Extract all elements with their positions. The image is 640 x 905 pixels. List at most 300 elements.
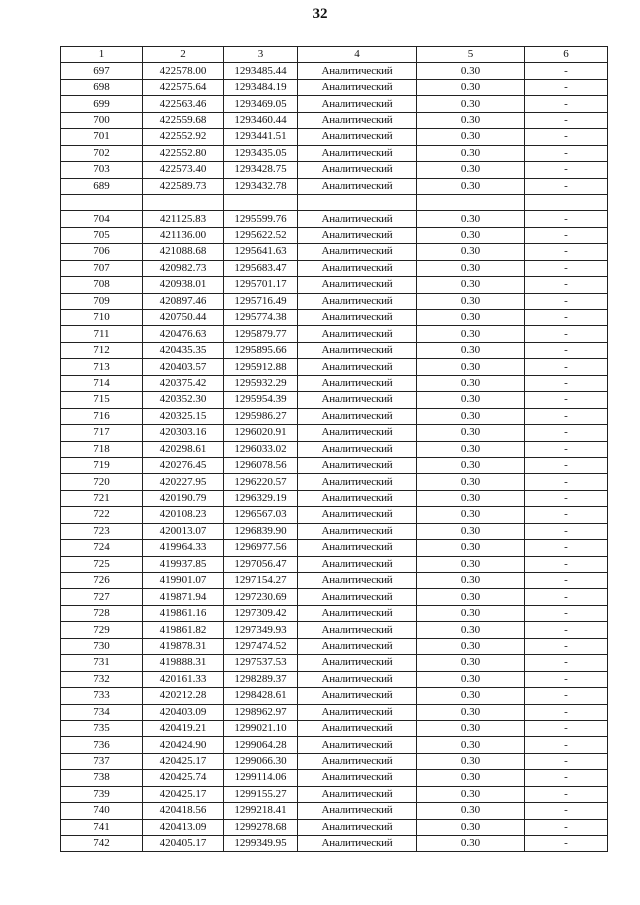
note-cell: - [525, 79, 608, 95]
y-coordinate-cell: 1293460.44 [224, 112, 298, 128]
accuracy-cell: 0.30 [417, 96, 525, 112]
y-coordinate-cell: 1299021.10 [224, 720, 298, 736]
y-coordinate-cell: 1296033.02 [224, 441, 298, 457]
point-number-cell [61, 194, 143, 210]
y-coordinate-cell: 1296839.90 [224, 523, 298, 539]
x-coordinate-cell: 420982.73 [143, 260, 224, 276]
accuracy-cell: 0.30 [417, 79, 525, 95]
accuracy-cell: 0.30 [417, 474, 525, 490]
x-coordinate-cell: 420750.44 [143, 310, 224, 326]
point-number-cell: 734 [61, 704, 143, 720]
table-row [61, 573, 608, 589]
point-number-cell: 714 [61, 375, 143, 391]
method-cell: Аналитический [298, 589, 417, 605]
point-number-cell: 732 [61, 671, 143, 687]
note-cell: - [525, 112, 608, 128]
table-row [61, 803, 608, 819]
note-cell: - [525, 605, 608, 621]
y-coordinate-cell: 1299218.41 [224, 803, 298, 819]
point-number-cell: 728 [61, 605, 143, 621]
note-cell: - [525, 63, 608, 79]
point-number-cell: 689 [61, 178, 143, 194]
y-coordinate-cell: 1296329.19 [224, 490, 298, 506]
note-cell: - [525, 375, 608, 391]
x-coordinate-cell: 420325.15 [143, 408, 224, 424]
y-coordinate-cell: 1297537.53 [224, 655, 298, 671]
accuracy-cell: 0.30 [417, 720, 525, 736]
method-cell: Аналитический [298, 342, 417, 358]
x-coordinate-cell: 420352.30 [143, 392, 224, 408]
method-cell: Аналитический [298, 490, 417, 506]
table-row [61, 79, 608, 95]
accuracy-cell: 0.30 [417, 507, 525, 523]
accuracy-cell: 0.30 [417, 310, 525, 326]
table-header-row [61, 47, 608, 63]
y-coordinate-cell [224, 194, 298, 210]
x-coordinate-cell: 420375.42 [143, 375, 224, 391]
y-coordinate-cell: 1293435.05 [224, 145, 298, 161]
method-cell: Аналитический [298, 227, 417, 243]
y-coordinate-cell: 1297309.42 [224, 605, 298, 621]
y-coordinate-cell: 1295599.76 [224, 211, 298, 227]
method-cell: Аналитический [298, 326, 417, 342]
table-row [61, 342, 608, 358]
note-cell: - [525, 129, 608, 145]
method-cell: Аналитический [298, 112, 417, 128]
accuracy-cell: 0.30 [417, 589, 525, 605]
x-coordinate-cell: 420212.28 [143, 688, 224, 704]
point-number-cell: 718 [61, 441, 143, 457]
point-number-cell: 738 [61, 770, 143, 786]
x-coordinate-cell: 420403.09 [143, 704, 224, 720]
x-coordinate-cell: 420425.17 [143, 786, 224, 802]
table-row [61, 178, 608, 194]
table-row [61, 293, 608, 309]
accuracy-cell: 0.30 [417, 178, 525, 194]
table-row [61, 671, 608, 687]
method-cell: Аналитический [298, 79, 417, 95]
accuracy-cell: 0.30 [417, 770, 525, 786]
note-cell: - [525, 178, 608, 194]
point-number-cell: 707 [61, 260, 143, 276]
method-cell: Аналитический [298, 704, 417, 720]
method-cell: Аналитический [298, 392, 417, 408]
x-coordinate-cell: 420413.09 [143, 819, 224, 835]
note-cell [525, 194, 608, 210]
note-cell: - [525, 293, 608, 309]
note-cell: - [525, 244, 608, 260]
point-number-cell: 716 [61, 408, 143, 424]
x-coordinate-cell: 420424.90 [143, 737, 224, 753]
method-cell: Аналитический [298, 63, 417, 79]
table-row [61, 457, 608, 473]
y-coordinate-cell: 1295622.52 [224, 227, 298, 243]
method-cell: Аналитический [298, 688, 417, 704]
note-cell: - [525, 836, 608, 852]
table-row [61, 704, 608, 720]
point-number-cell: 742 [61, 836, 143, 852]
table-row [61, 622, 608, 638]
y-coordinate-cell: 1295986.27 [224, 408, 298, 424]
x-coordinate-cell: 420476.63 [143, 326, 224, 342]
y-coordinate-cell: 1295683.47 [224, 260, 298, 276]
accuracy-cell [417, 194, 525, 210]
x-coordinate-cell: 422575.64 [143, 79, 224, 95]
table-row [61, 507, 608, 523]
accuracy-cell: 0.30 [417, 819, 525, 835]
point-number-cell: 712 [61, 342, 143, 358]
x-coordinate-cell: 420405.17 [143, 836, 224, 852]
column-header: 5 [417, 47, 525, 63]
point-number-cell: 723 [61, 523, 143, 539]
y-coordinate-cell: 1295912.88 [224, 359, 298, 375]
method-cell: Аналитический [298, 96, 417, 112]
note-cell: - [525, 753, 608, 769]
x-coordinate-cell: 419901.07 [143, 573, 224, 589]
note-cell: - [525, 145, 608, 161]
x-coordinate-cell: 420425.74 [143, 770, 224, 786]
method-cell: Аналитический [298, 819, 417, 835]
y-coordinate-cell: 1299064.28 [224, 737, 298, 753]
method-cell: Аналитический [298, 540, 417, 556]
y-coordinate-cell: 1293485.44 [224, 63, 298, 79]
method-cell: Аналитический [298, 375, 417, 391]
method-cell [298, 194, 417, 210]
column-header: 2 [143, 47, 224, 63]
note-cell: - [525, 638, 608, 654]
table-row [61, 375, 608, 391]
y-coordinate-cell: 1296020.91 [224, 425, 298, 441]
point-number-cell: 721 [61, 490, 143, 506]
table-row [61, 96, 608, 112]
table-row [61, 474, 608, 490]
note-cell: - [525, 474, 608, 490]
table-row [61, 490, 608, 506]
point-number-cell: 731 [61, 655, 143, 671]
y-coordinate-cell: 1298289.37 [224, 671, 298, 687]
note-cell: - [525, 786, 608, 802]
method-cell: Аналитический [298, 129, 417, 145]
method-cell: Аналитический [298, 836, 417, 852]
y-coordinate-cell: 1295932.29 [224, 375, 298, 391]
point-number-cell: 722 [61, 507, 143, 523]
accuracy-cell: 0.30 [417, 556, 525, 572]
note-cell: - [525, 622, 608, 638]
x-coordinate-cell: 420013.07 [143, 523, 224, 539]
x-coordinate-cell: 420403.57 [143, 359, 224, 375]
accuracy-cell: 0.30 [417, 573, 525, 589]
note-cell: - [525, 408, 608, 424]
point-number-cell: 719 [61, 457, 143, 473]
table-row [61, 112, 608, 128]
accuracy-cell: 0.30 [417, 622, 525, 638]
x-coordinate-cell: 422559.68 [143, 112, 224, 128]
accuracy-cell: 0.30 [417, 671, 525, 687]
point-number-cell: 710 [61, 310, 143, 326]
y-coordinate-cell: 1296220.57 [224, 474, 298, 490]
table-row [61, 688, 608, 704]
accuracy-cell: 0.30 [417, 441, 525, 457]
method-cell: Аналитический [298, 211, 417, 227]
y-coordinate-cell: 1297349.93 [224, 622, 298, 638]
x-coordinate-cell: 419871.94 [143, 589, 224, 605]
note-cell: - [525, 392, 608, 408]
column-header: 3 [224, 47, 298, 63]
accuracy-cell: 0.30 [417, 753, 525, 769]
accuracy-cell: 0.30 [417, 277, 525, 293]
point-number-cell: 698 [61, 79, 143, 95]
method-cell: Аналитический [298, 803, 417, 819]
note-cell: - [525, 211, 608, 227]
point-number-cell: 701 [61, 129, 143, 145]
x-coordinate-cell: 420161.33 [143, 671, 224, 687]
table-row [61, 819, 608, 835]
column-header: 1 [61, 47, 143, 63]
note-cell: - [525, 589, 608, 605]
accuracy-cell: 0.30 [417, 244, 525, 260]
page-number: 32 [312, 6, 328, 22]
point-number-cell: 724 [61, 540, 143, 556]
note-cell: - [525, 720, 608, 736]
method-cell: Аналитический [298, 145, 417, 161]
method-cell: Аналитический [298, 605, 417, 621]
point-number-cell: 736 [61, 737, 143, 753]
accuracy-cell: 0.30 [417, 490, 525, 506]
accuracy-cell: 0.30 [417, 523, 525, 539]
x-coordinate-cell: 419937.85 [143, 556, 224, 572]
point-number-cell: 709 [61, 293, 143, 309]
accuracy-cell: 0.30 [417, 655, 525, 671]
method-cell: Аналитический [298, 425, 417, 441]
column-header: 6 [525, 47, 608, 63]
point-number-cell: 699 [61, 96, 143, 112]
accuracy-cell: 0.30 [417, 425, 525, 441]
x-coordinate-cell [143, 194, 224, 210]
note-cell: - [525, 310, 608, 326]
table-row [61, 425, 608, 441]
accuracy-cell: 0.30 [417, 326, 525, 342]
point-number-cell: 735 [61, 720, 143, 736]
x-coordinate-cell: 420298.61 [143, 441, 224, 457]
x-coordinate-cell: 422578.00 [143, 63, 224, 79]
note-cell: - [525, 573, 608, 589]
y-coordinate-cell: 1296567.03 [224, 507, 298, 523]
note-cell: - [525, 688, 608, 704]
accuracy-cell: 0.30 [417, 836, 525, 852]
x-coordinate-cell: 420108.23 [143, 507, 224, 523]
table-row [61, 770, 608, 786]
accuracy-cell: 0.30 [417, 688, 525, 704]
point-number-cell: 729 [61, 622, 143, 638]
note-cell: - [525, 260, 608, 276]
x-coordinate-cell: 422563.46 [143, 96, 224, 112]
note-cell: - [525, 556, 608, 572]
accuracy-cell: 0.30 [417, 359, 525, 375]
table-row [61, 605, 608, 621]
method-cell: Аналитический [298, 573, 417, 589]
method-cell: Аналитический [298, 638, 417, 654]
method-cell: Аналитический [298, 671, 417, 687]
y-coordinate-cell: 1298962.97 [224, 704, 298, 720]
table-row [61, 540, 608, 556]
table-row [61, 310, 608, 326]
accuracy-cell: 0.30 [417, 540, 525, 556]
method-cell: Аналитический [298, 523, 417, 539]
accuracy-cell: 0.30 [417, 392, 525, 408]
accuracy-cell: 0.30 [417, 112, 525, 128]
coordinates-table [60, 46, 608, 852]
method-cell: Аналитический [298, 244, 417, 260]
y-coordinate-cell: 1293469.05 [224, 96, 298, 112]
method-cell: Аналитический [298, 457, 417, 473]
table-row [61, 260, 608, 276]
method-cell: Аналитический [298, 310, 417, 326]
table-row [61, 162, 608, 178]
x-coordinate-cell: 421088.68 [143, 244, 224, 260]
table-row [61, 129, 608, 145]
accuracy-cell: 0.30 [417, 162, 525, 178]
method-cell: Аналитический [298, 474, 417, 490]
table-row [61, 836, 608, 852]
accuracy-cell: 0.30 [417, 227, 525, 243]
table-row [61, 589, 608, 605]
method-cell: Аналитический [298, 556, 417, 572]
point-number-cell: 708 [61, 277, 143, 293]
method-cell: Аналитический [298, 720, 417, 736]
point-number-cell: 730 [61, 638, 143, 654]
x-coordinate-cell: 421136.00 [143, 227, 224, 243]
note-cell: - [525, 342, 608, 358]
y-coordinate-cell: 1296977.56 [224, 540, 298, 556]
point-number-cell: 703 [61, 162, 143, 178]
table-row [61, 326, 608, 342]
note-cell: - [525, 671, 608, 687]
y-coordinate-cell: 1295716.49 [224, 293, 298, 309]
y-coordinate-cell: 1295954.39 [224, 392, 298, 408]
y-coordinate-cell: 1297056.47 [224, 556, 298, 572]
point-number-cell: 720 [61, 474, 143, 490]
x-coordinate-cell: 419861.82 [143, 622, 224, 638]
note-cell: - [525, 326, 608, 342]
accuracy-cell: 0.30 [417, 408, 525, 424]
point-number-cell: 739 [61, 786, 143, 802]
table-row [61, 441, 608, 457]
note-cell: - [525, 457, 608, 473]
table-row [61, 408, 608, 424]
note-cell: - [525, 425, 608, 441]
point-number-cell: 727 [61, 589, 143, 605]
method-cell: Аналитический [298, 622, 417, 638]
point-number-cell: 740 [61, 803, 143, 819]
y-coordinate-cell: 1299278.68 [224, 819, 298, 835]
accuracy-cell: 0.30 [417, 786, 525, 802]
point-number-cell: 717 [61, 425, 143, 441]
table-row [61, 753, 608, 769]
method-cell: Аналитический [298, 770, 417, 786]
y-coordinate-cell: 1293432.78 [224, 178, 298, 194]
y-coordinate-cell: 1295774.38 [224, 310, 298, 326]
method-cell: Аналитический [298, 162, 417, 178]
table-row [61, 720, 608, 736]
method-cell: Аналитический [298, 655, 417, 671]
method-cell: Аналитический [298, 786, 417, 802]
x-coordinate-cell: 420418.56 [143, 803, 224, 819]
x-coordinate-cell: 420419.21 [143, 720, 224, 736]
accuracy-cell: 0.30 [417, 375, 525, 391]
point-number-cell: 715 [61, 392, 143, 408]
y-coordinate-cell: 1299349.95 [224, 836, 298, 852]
x-coordinate-cell: 420303.16 [143, 425, 224, 441]
table-row [61, 655, 608, 671]
note-cell: - [525, 523, 608, 539]
table-row [61, 227, 608, 243]
x-coordinate-cell: 420227.95 [143, 474, 224, 490]
point-number-cell: 713 [61, 359, 143, 375]
method-cell: Аналитический [298, 753, 417, 769]
note-cell: - [525, 490, 608, 506]
note-cell: - [525, 359, 608, 375]
method-cell: Аналитический [298, 260, 417, 276]
accuracy-cell: 0.30 [417, 638, 525, 654]
note-cell: - [525, 770, 608, 786]
x-coordinate-cell: 420938.01 [143, 277, 224, 293]
y-coordinate-cell: 1295879.77 [224, 326, 298, 342]
x-coordinate-cell: 422573.40 [143, 162, 224, 178]
table-row [61, 523, 608, 539]
x-coordinate-cell: 419888.31 [143, 655, 224, 671]
x-coordinate-cell: 419964.33 [143, 540, 224, 556]
method-cell: Аналитический [298, 441, 417, 457]
note-cell: - [525, 819, 608, 835]
accuracy-cell: 0.30 [417, 605, 525, 621]
table-row [61, 737, 608, 753]
point-number-cell: 726 [61, 573, 143, 589]
x-coordinate-cell: 420276.45 [143, 457, 224, 473]
point-number-cell: 737 [61, 753, 143, 769]
table-row [61, 211, 608, 227]
y-coordinate-cell: 1293441.51 [224, 129, 298, 145]
note-cell: - [525, 655, 608, 671]
accuracy-cell: 0.30 [417, 803, 525, 819]
y-coordinate-cell: 1293484.19 [224, 79, 298, 95]
x-coordinate-cell: 420897.46 [143, 293, 224, 309]
note-cell: - [525, 277, 608, 293]
table-row [61, 556, 608, 572]
method-cell: Аналитический [298, 277, 417, 293]
y-coordinate-cell: 1298428.61 [224, 688, 298, 704]
y-coordinate-cell: 1296078.56 [224, 457, 298, 473]
table-row [61, 786, 608, 802]
accuracy-cell: 0.30 [417, 129, 525, 145]
point-number-cell: 711 [61, 326, 143, 342]
accuracy-cell: 0.30 [417, 457, 525, 473]
y-coordinate-cell: 1295641.63 [224, 244, 298, 260]
accuracy-cell: 0.30 [417, 145, 525, 161]
table-row [61, 244, 608, 260]
table-row [61, 277, 608, 293]
table-row [61, 145, 608, 161]
x-coordinate-cell: 421125.83 [143, 211, 224, 227]
x-coordinate-cell: 422552.92 [143, 129, 224, 145]
accuracy-cell: 0.30 [417, 342, 525, 358]
x-coordinate-cell: 420435.35 [143, 342, 224, 358]
accuracy-cell: 0.30 [417, 63, 525, 79]
point-number-cell: 702 [61, 145, 143, 161]
note-cell: - [525, 704, 608, 720]
point-number-cell: 741 [61, 819, 143, 835]
point-number-cell: 725 [61, 556, 143, 572]
table-row [61, 359, 608, 375]
